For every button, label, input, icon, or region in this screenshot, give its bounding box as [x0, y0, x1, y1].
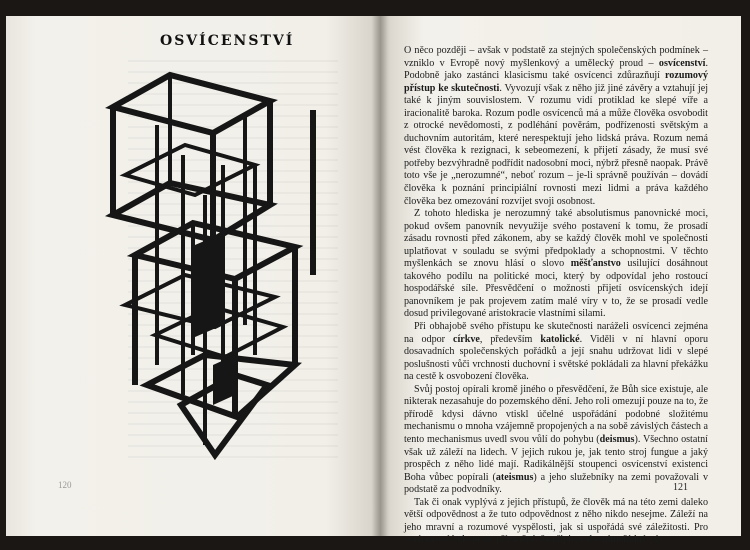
paragraph — [404, 45, 708, 208]
lattice-illustration — [95, 65, 320, 460]
text-run: Při obhajobě svého přístupu ke skutečnosti naráželi osvícenci zejména na odpor — [404, 321, 708, 345]
text-run: ). Všechno ostatní však už záleží na lidech. V jejich rukou je, jak tento stroj fungue a jaký prospěch z něho lidé mají. Radikálnější stoupenci osvícenství existenci Boha vůbec popírali ( — [404, 433, 708, 483]
text-run: usilující dosáhnout takového podílu na politické moci, který by odpovídal jeho rostoucí hospodářské síle. Přesvědčení o možnosti přijetí osvícenských idejí panovníkem je pak projevem zatím malé víry v to, že se prosadí vedle dosud privilegované aristokracie vlastními silami. — [404, 258, 708, 320]
chapter-title: OSVÍCENSTVÍ — [160, 33, 295, 49]
bold-term: deismus — [599, 433, 635, 445]
text-run: . Podobně jako zastánci klasicismu také osvícenci zdůrazňují — [404, 57, 708, 82]
text-run: ) a jeho služebníky na zemi považovali v podstatě za podvodníky. — [404, 471, 708, 496]
text-run: , především — [479, 333, 541, 345]
text-run: O něco později – avšak v podstatě za stejných společenských podmínek – vzniklo v Evropě nový myšlenkový a umělecký proud – — [404, 45, 708, 69]
body-text — [404, 45, 708, 547]
paragraph — [404, 384, 708, 497]
text-run: Z tohoto hlediska je nerozumný také absolutismus panovnické moci, pokud ovšem panovník nevyužije svého postavení k tomu, že prosadí zásadu rovnosti před zákonem, aby se každý člověk mohl ve společnosti uplatňovat v souladu se svými předpoklady a schopnostmi. V těchto myšlenkách se znovu hlásí o slovo — [404, 208, 708, 270]
text-run: Svůj postoj opírali kromě jiného o přesvědčení, že Bůh sice existuje, ale nikterak nezasahuje do pozemského dění. Jeho roli omezují pouze na to, že přírodě kdysi dávno vtiskl účelné uspořádání podobné složitému mechanismu o mnoha vzájemně propojených a na sobě závislých částech a tento mechanismus uvedl svou vůlí do pohybu ( — [404, 383, 708, 445]
text-run: . Vyvozují však z něho již jiné závěry a vztahují jej také k jiným souvislostem. V rozumu vidí protiklad ke slepé víře a iracionalitě baroka. Rozum podle osvícenců má a může člověka osvobodit z otrocké nevědomosti, z podléhání pověrám, podřízenosti světským a duchovním autoritám, které nerespektují jeho lidská práva. Rozum nemá vést člověka k rezignaci, k sebeomezení, k přijetí zásady, že musí své potřeby bezvýhradně podřídit nadosobní moci, nýbrž přesně naopak. Právě toto vše je „nerozumné“, neboť rozum – je-li správně používán – dovádí člověka k poznání principiální rovnosti mezi lidmi a práva každého člověka bez omezování rozvíjet svoji osobnost. — [404, 82, 708, 207]
paragraph — [404, 497, 708, 547]
bold-term: měšťanstvo — [570, 258, 621, 270]
paragraph — [404, 208, 708, 321]
bold-term: rozumový přístup ke skutečnosti — [404, 70, 708, 94]
bold-term: církve — [452, 333, 480, 345]
book-spine — [372, 16, 388, 536]
paragraph — [404, 321, 708, 384]
bold-term: osvícenství — [658, 57, 706, 69]
left-page-number: 120 — [58, 480, 72, 490]
bold-term: ateismus — [495, 471, 534, 483]
bold-term: katolické — [540, 333, 580, 345]
text-run: . Viděli v ní hlavní oporu dosavadních společenských pořádků a její snahu udržovat lidi v slepé poslušnosti vůči vrchnosti duchovní i světské pokládali za hlavní překážku na cestě k osvobození člověka. — [404, 333, 709, 383]
page-number: 121 — [673, 482, 688, 493]
text-run: Tak či onak vyplývá z jejich přístupů, že člověk má na této zemi daleko větší odpovědnost a že tuto odpovědnost z něho nikdo nesejme. Záleží na jeho mravní a rozumové vyspělosti, jak si uspořádá své záležitosti. Pro osvícenství bylo proto příznačné, že připisovalo mimořádný vý- — [404, 496, 708, 546]
